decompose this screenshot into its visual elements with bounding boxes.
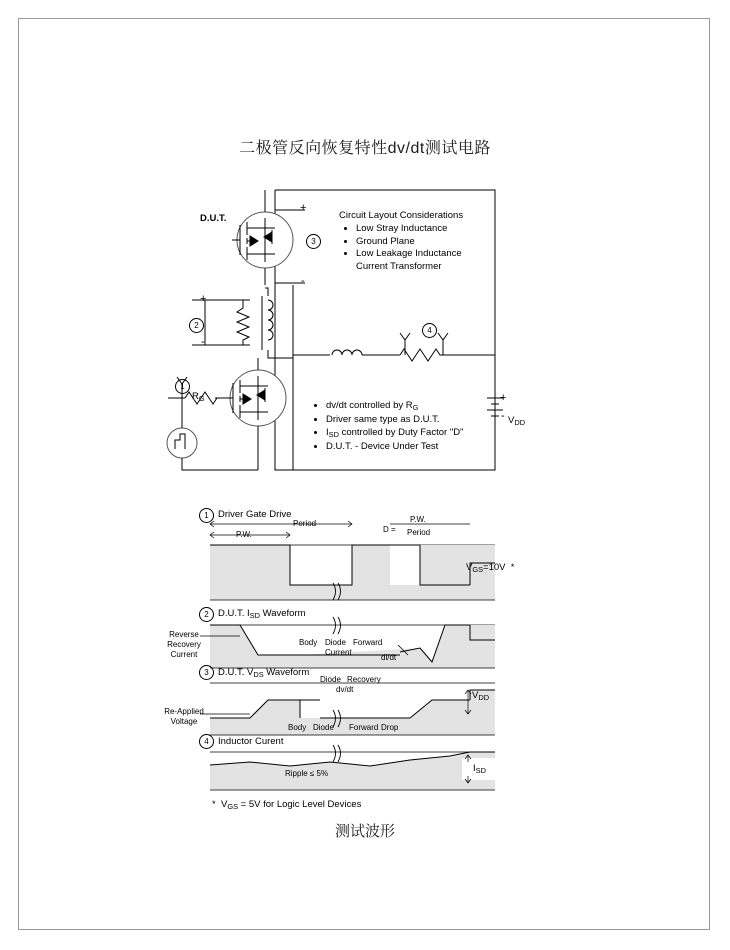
duty-equation-numerator: P.W. [410, 515, 426, 524]
waveform-1-title: Driver Gate Drive [218, 509, 292, 520]
rg-label: $R_G$ [192, 391, 205, 403]
pw-label-1: P.W. [236, 530, 252, 539]
drop-label-3: Drop [381, 723, 399, 732]
minus-sign-vdd: - [501, 410, 505, 422]
forward-label-3: Forward [349, 723, 379, 732]
marker-4: 4 [422, 323, 437, 338]
list-item: • Low Stray Inductance [356, 223, 462, 236]
layout-considerations-list [345, 223, 462, 273]
circuit-notes-list [315, 400, 463, 454]
list-item-continuation: Current Transformer [356, 260, 442, 272]
recovery-label-3: Recovery [347, 675, 381, 684]
waveform-3-title: D.U.T. $V_{DS}$ Waveform [218, 667, 310, 679]
list-item: • $I_{SD}$ controlled by Duty Factor "D" [326, 427, 463, 441]
waveform-4-title: Inductor Curent [218, 736, 284, 747]
reverse-recovery-current-label: Reverse Recovery Current [167, 630, 201, 659]
waveform-marker-2: 2 [199, 607, 214, 622]
plus-sign-driver: + [200, 293, 207, 305]
ripple-label: Ripple ≤ 5% [285, 769, 329, 778]
marker-1: 1 [175, 379, 190, 394]
list-item: • Ground Plane [356, 236, 462, 249]
waveform-2-title: D.U.T. $I_{SD}$ Waveform [218, 608, 306, 620]
isd-waveform-label: $I_{SD}$ [473, 763, 486, 775]
figure-caption: 测试波形 [334, 823, 395, 840]
dvdt-label: dv/dt [336, 685, 354, 694]
layout-considerations-heading: Circuit Layout Considerations [339, 210, 464, 221]
page-title: 二极管反向恢复特性dv/dt测试电路 [239, 140, 491, 157]
footnote: * $V_{GS} = 5V$ for Logic Level Devices [212, 799, 362, 811]
current-label-2: Current [325, 648, 352, 657]
list-item: • dv/dt controlled by $R_G$ [326, 400, 463, 414]
minus-sign-top: - [301, 275, 305, 287]
waveform-marker-4: 4 [199, 734, 214, 749]
vgs-value-label: $V_{GS}=10V$ * [466, 562, 515, 574]
re-applied-voltage-label: Re-Applied Voltage [164, 707, 204, 726]
vdd-waveform-label: $V_{DD}$ [472, 690, 490, 702]
vdd-label: $V_{DD}$ [508, 415, 526, 427]
body-label-2: Body [299, 638, 318, 647]
duty-equation-denominator: Period [407, 528, 431, 537]
minus-sign-driver: - [201, 336, 205, 348]
didt-label: di/dt [381, 653, 397, 662]
list-item: • D.U.T. - Device Under Test [326, 441, 463, 454]
diode-label-3: Diode [320, 675, 341, 684]
list-item: • Low Leakage Inductance [356, 248, 462, 261]
period-label: Period [293, 519, 317, 528]
marker-2: 2 [189, 318, 204, 333]
forward-label-2: Forward [353, 638, 383, 647]
marker-3: 3 [306, 234, 321, 249]
dut-label: D.U.T. [200, 213, 227, 224]
diode-label-3b: Diode [313, 723, 334, 732]
plus-sign-top: + [300, 202, 307, 214]
body-label-3: Body [288, 723, 307, 732]
diode-label-2: Diode [325, 638, 346, 647]
waveform-marker-3: 3 [199, 665, 214, 680]
duty-equation-d: D = [383, 525, 396, 534]
list-item: • Driver same type as D.U.T. [326, 414, 463, 427]
waveform-marker-1: 1 [199, 508, 214, 523]
plus-sign-vdd: + [500, 392, 507, 404]
